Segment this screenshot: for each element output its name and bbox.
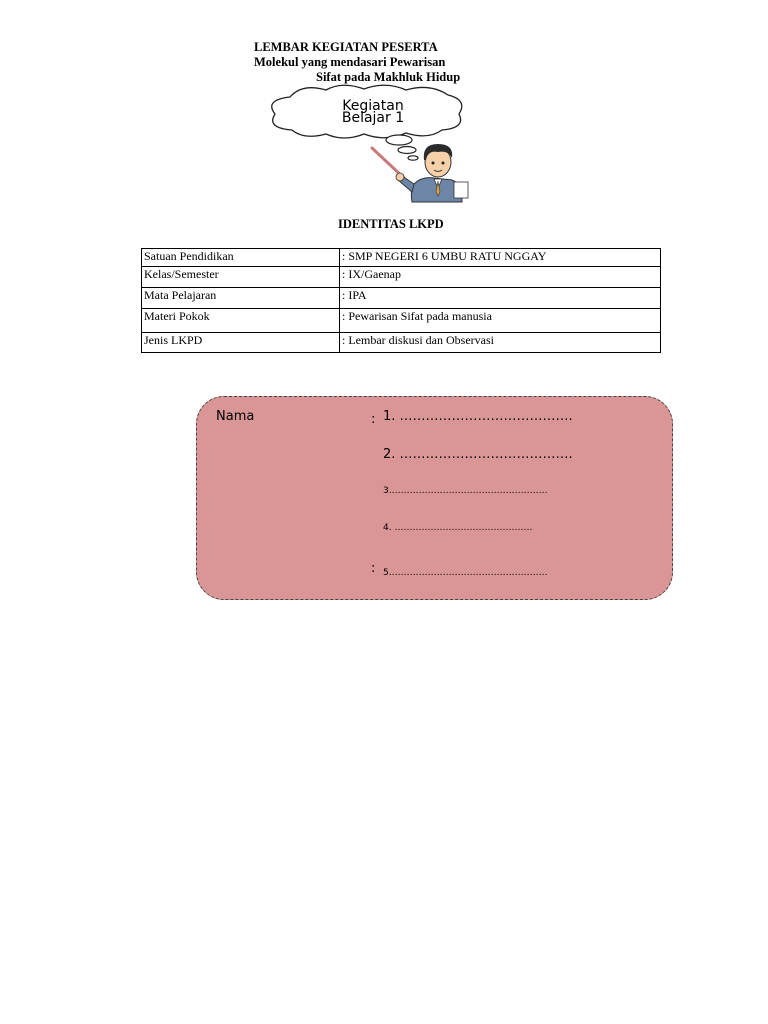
row-label: Kelas/Semester [142,267,340,288]
row-value: : Pewarisan Sifat pada manusia [340,309,661,333]
table-row [142,267,661,288]
teacher-illustration [262,84,474,206]
cloud-text-line2: Belajar 1 [341,110,405,126]
row-value: : IX/Gaenap [340,267,661,288]
identity-heading: IDENTITAS LKPD [338,217,444,231]
name-line-1[interactable]: 1. …………………………………. [383,409,573,424]
table-row [142,249,661,267]
name-line-5[interactable]: 5.……………………………………………. [383,568,548,578]
row-label: Satuan Pendidikan [142,249,340,267]
name-line-4[interactable]: 4. ………………………………………. [383,523,533,533]
cloud-text-line1: Kegiatan [342,98,404,114]
row-value: : IPA [340,288,661,309]
row-label: Jenis LKPD [142,333,340,353]
name-line-2[interactable]: 2. …………………………………. [383,447,573,462]
member-names-box [196,396,673,600]
document-subtitle-line1: Molekul yang mendasari Pewarisan [254,55,446,69]
document-subtitle-line2: Sifat pada Makhluk Hidup [316,70,461,84]
row-value: : Lembar diskusi dan Observasi [340,333,661,353]
row-label: Mata Pelajaran [142,288,340,309]
row-value: : SMP NEGERI 6 UMBU RATU NGGAY [340,249,661,267]
name-label: Nama [216,409,255,424]
document-title: LEMBAR KEGIATAN PESERTA [254,40,438,54]
identity-table [141,248,661,353]
row-label: Materi Pokok [142,309,340,333]
table-row [142,288,661,309]
name-line-3[interactable]: 3.……………………………………………. [383,486,548,496]
name-colon: : [371,412,376,427]
name-colon-bottom: : [371,561,376,576]
table-row [142,309,661,333]
teacher-figure [372,144,468,202]
table-row [142,333,661,353]
